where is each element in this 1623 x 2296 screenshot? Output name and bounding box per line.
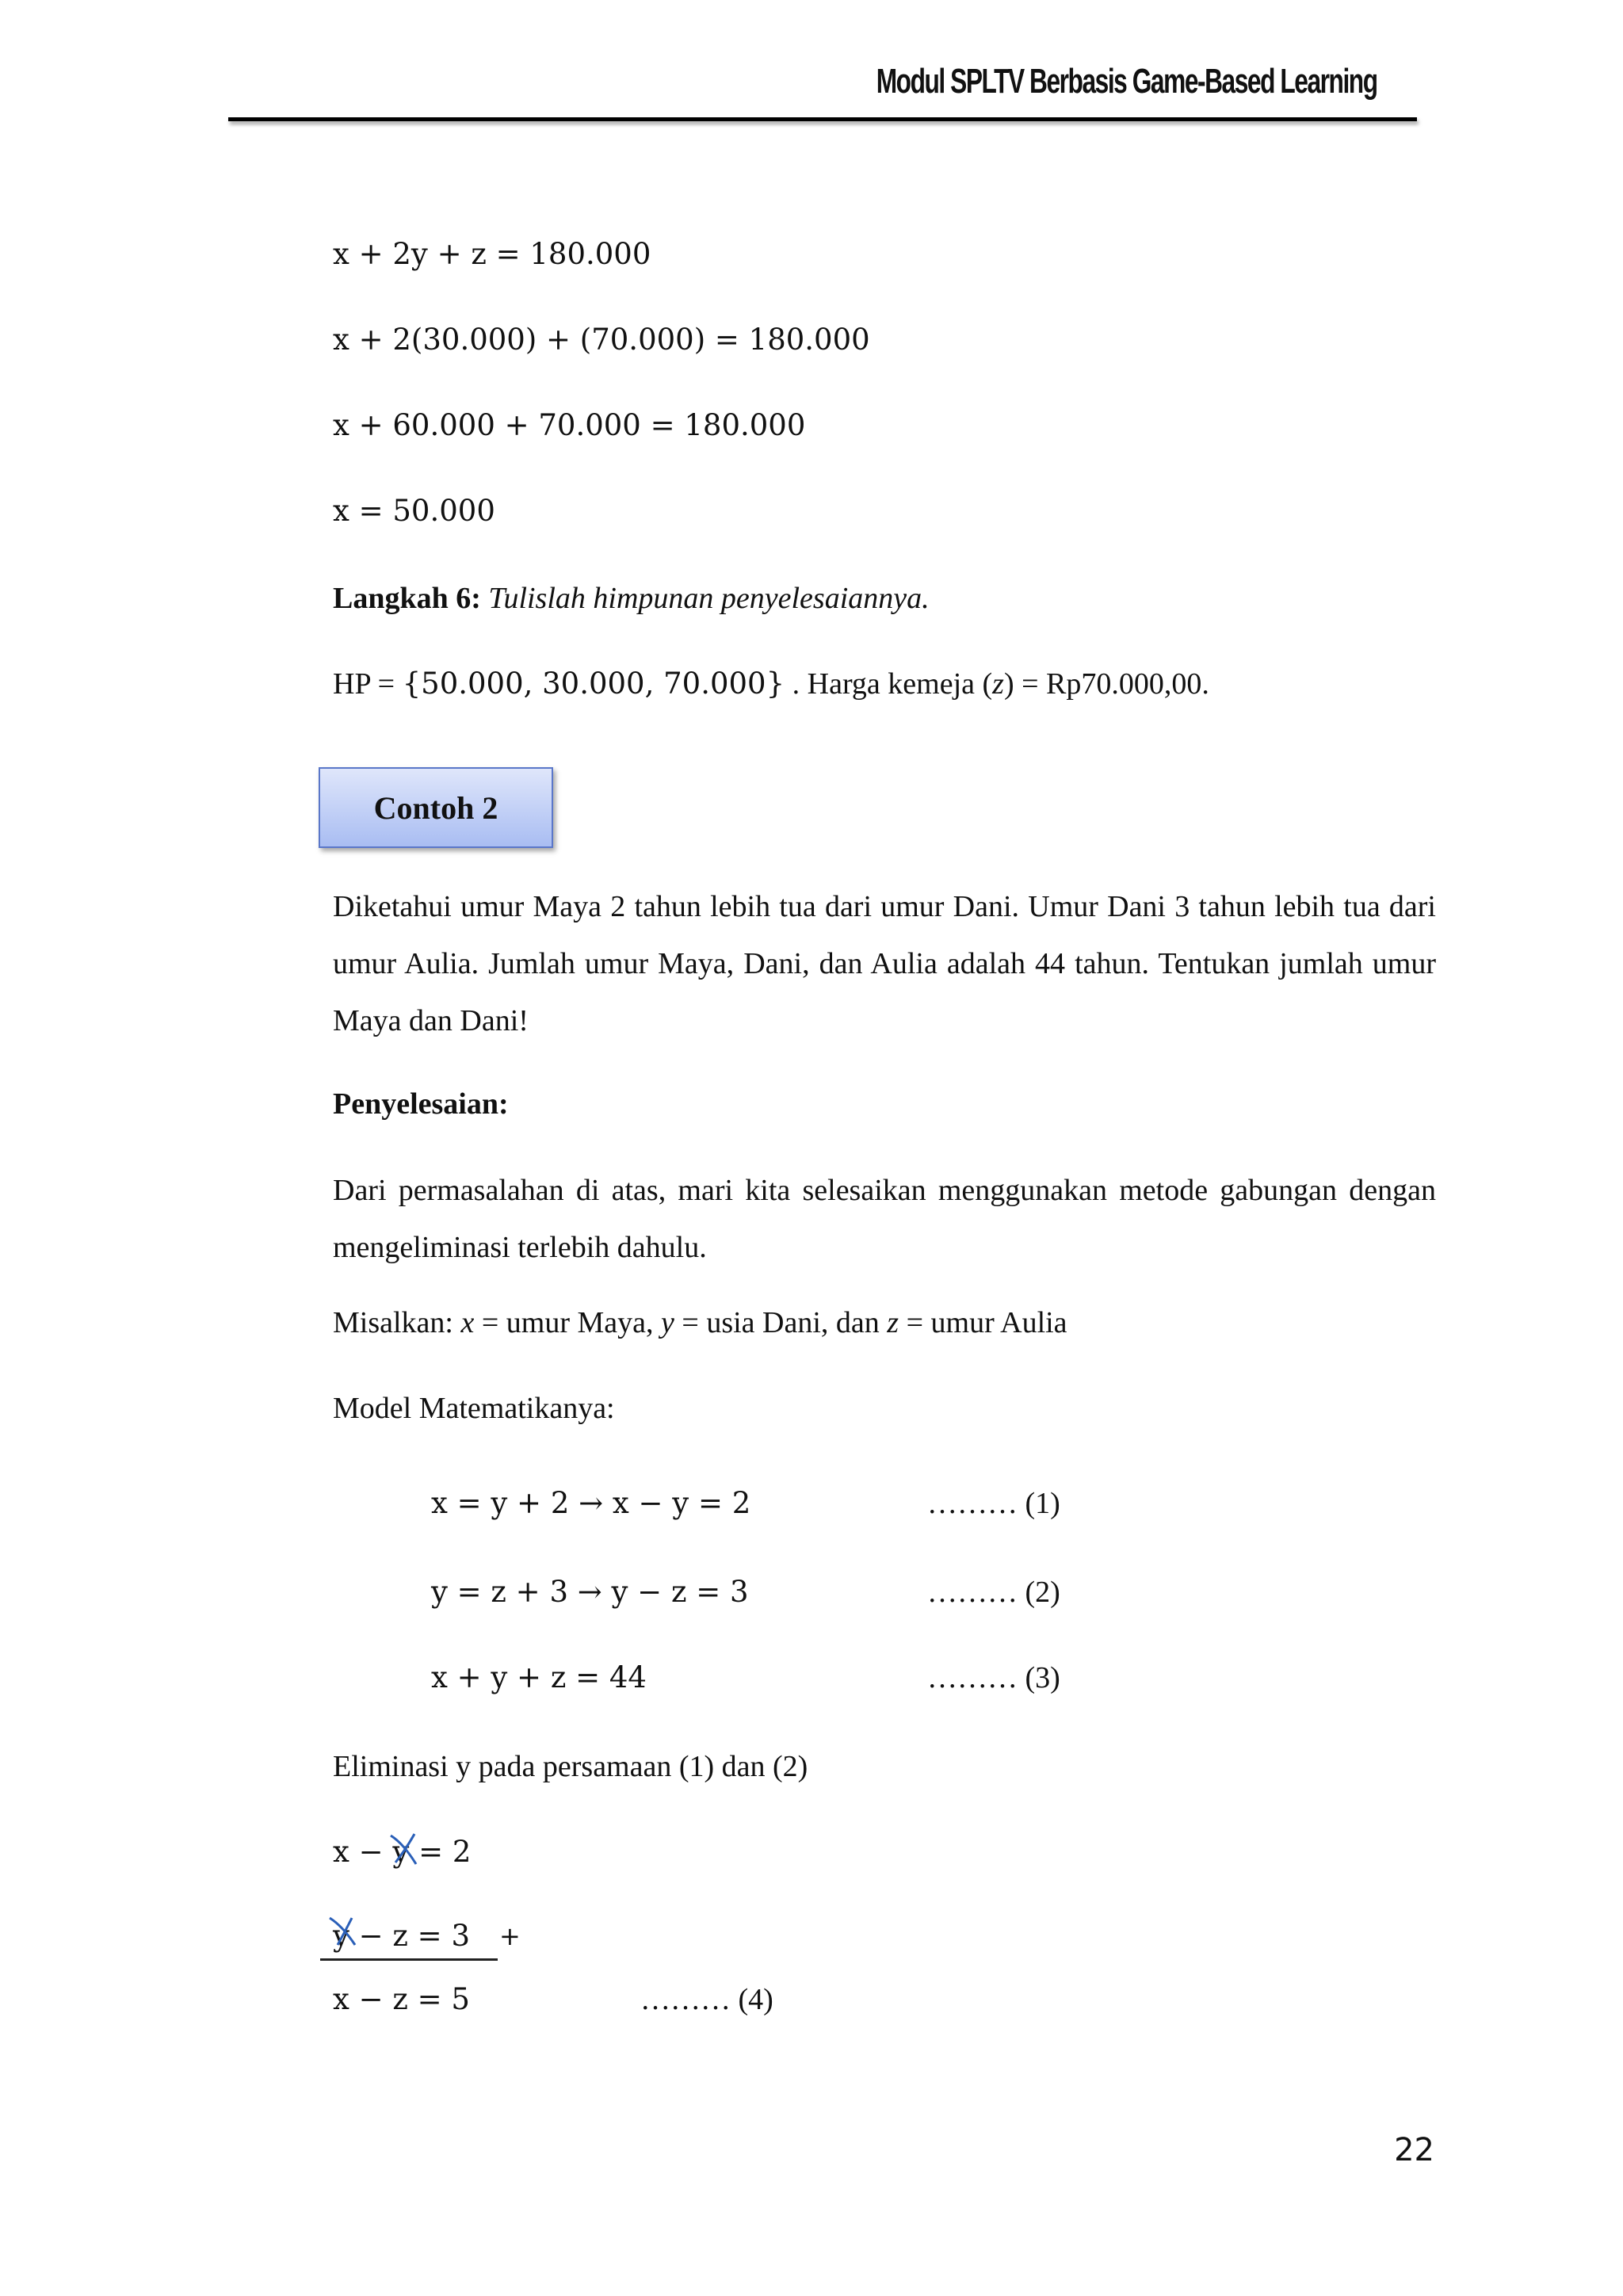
hp-var: z [992,667,1004,701]
elim-row2-y [333,1919,349,1953]
substitution-line-1: x + 2y + z = 180.000 [333,237,651,271]
let-y: y [661,1306,674,1339]
let-x: x [460,1306,475,1339]
model-ref-3: ……… (3) [927,1661,1060,1694]
page-number: 22 [1394,2132,1434,2168]
model-ref-2: ……… (2) [927,1576,1060,1609]
model-eq-3: x + y + z = 44 [431,1660,647,1694]
elim-row2-b: − z = 3 [349,1919,470,1953]
cancel-mark-icon [328,1913,360,1953]
substitution-line-4: x = 50.000 [333,494,495,528]
problem-text: Diketahui umur Maya 2 tahun lebih tua dari umur Dani. Umur Dani 3 tahun lebih tua dari umur Aulia. Jumlah umur Maya, Dani, dan Aulia adalah 44 tahun. Tentukan jumlah umur Maya dan Dani! [333,890,1436,1037]
plus-operator: + [499,1921,521,1951]
let-prefix: Misalkan: [333,1306,461,1339]
elimination-row-1 [333,1835,472,1869]
hp-set: {50.000, 30.000, 70.000} [402,667,785,701]
solution-heading: Penyelesaian: [333,1087,509,1121]
step6-instruction: Tulislah himpunan penyelesaiannya. [488,582,930,615]
hp-suffix-2: ) = Rp70.000,00. [1003,667,1209,701]
elim-row1-y [392,1835,410,1869]
elim-row1-b: = 2 [409,1835,472,1869]
elim-row1-y-text: y [392,1835,410,1869]
model-eq-1: x = y + 2 → x − y = 2 [431,1486,751,1520]
solution-intro: Dari permasalahan di atas, mari kita selesaikan menggunakan metode gabungan dengan mengeliminasi terlebih dahulu. [333,1174,1436,1264]
model-label: Model Matematikanya: [333,1392,615,1425]
elim-row1-a: x − [333,1835,393,1869]
let-y-def: = usia Dani, dan [674,1306,888,1339]
hp-line [333,669,1209,699]
example-title-box [319,767,553,848]
elimination-label: Eliminasi y pada persamaan (1) dan (2) [333,1750,808,1783]
let-z-def: = umur Aulia [899,1306,1067,1339]
hp-suffix-1: . Harga kemeja ( [785,667,993,701]
substitution-line-3: x + 60.000 + 70.000 = 180.000 [333,408,806,442]
elimination-result-ref: ……… (4) [640,1983,773,2016]
header-rule [228,117,1417,121]
elimination-result: x − z = 5 [333,1982,470,2016]
elim-row2-y-text: y [333,1919,349,1953]
step6-label: Langkah 6: [333,582,481,615]
model-ref-1: ……… (1) [927,1487,1060,1520]
model-eq-2: y = z + 3 → y − z = 3 [431,1575,749,1609]
example-title: Contoh 2 [373,789,498,826]
substitution-line-2: x + 2(30.000) + (70.000) = 180.000 [333,323,870,357]
let-z: z [887,1306,899,1339]
header-title: Modul SPLTV Berbasis Game-Based Learning [876,62,1377,101]
hp-prefix: HP = [333,667,403,701]
step6-line [333,583,930,613]
let-x-def: = umur Maya, [474,1306,662,1339]
cancel-mark-icon [388,1829,419,1869]
let-line [333,1308,1067,1338]
elimination-rule [320,1958,498,1961]
elimination-row-2 [333,1919,470,1953]
